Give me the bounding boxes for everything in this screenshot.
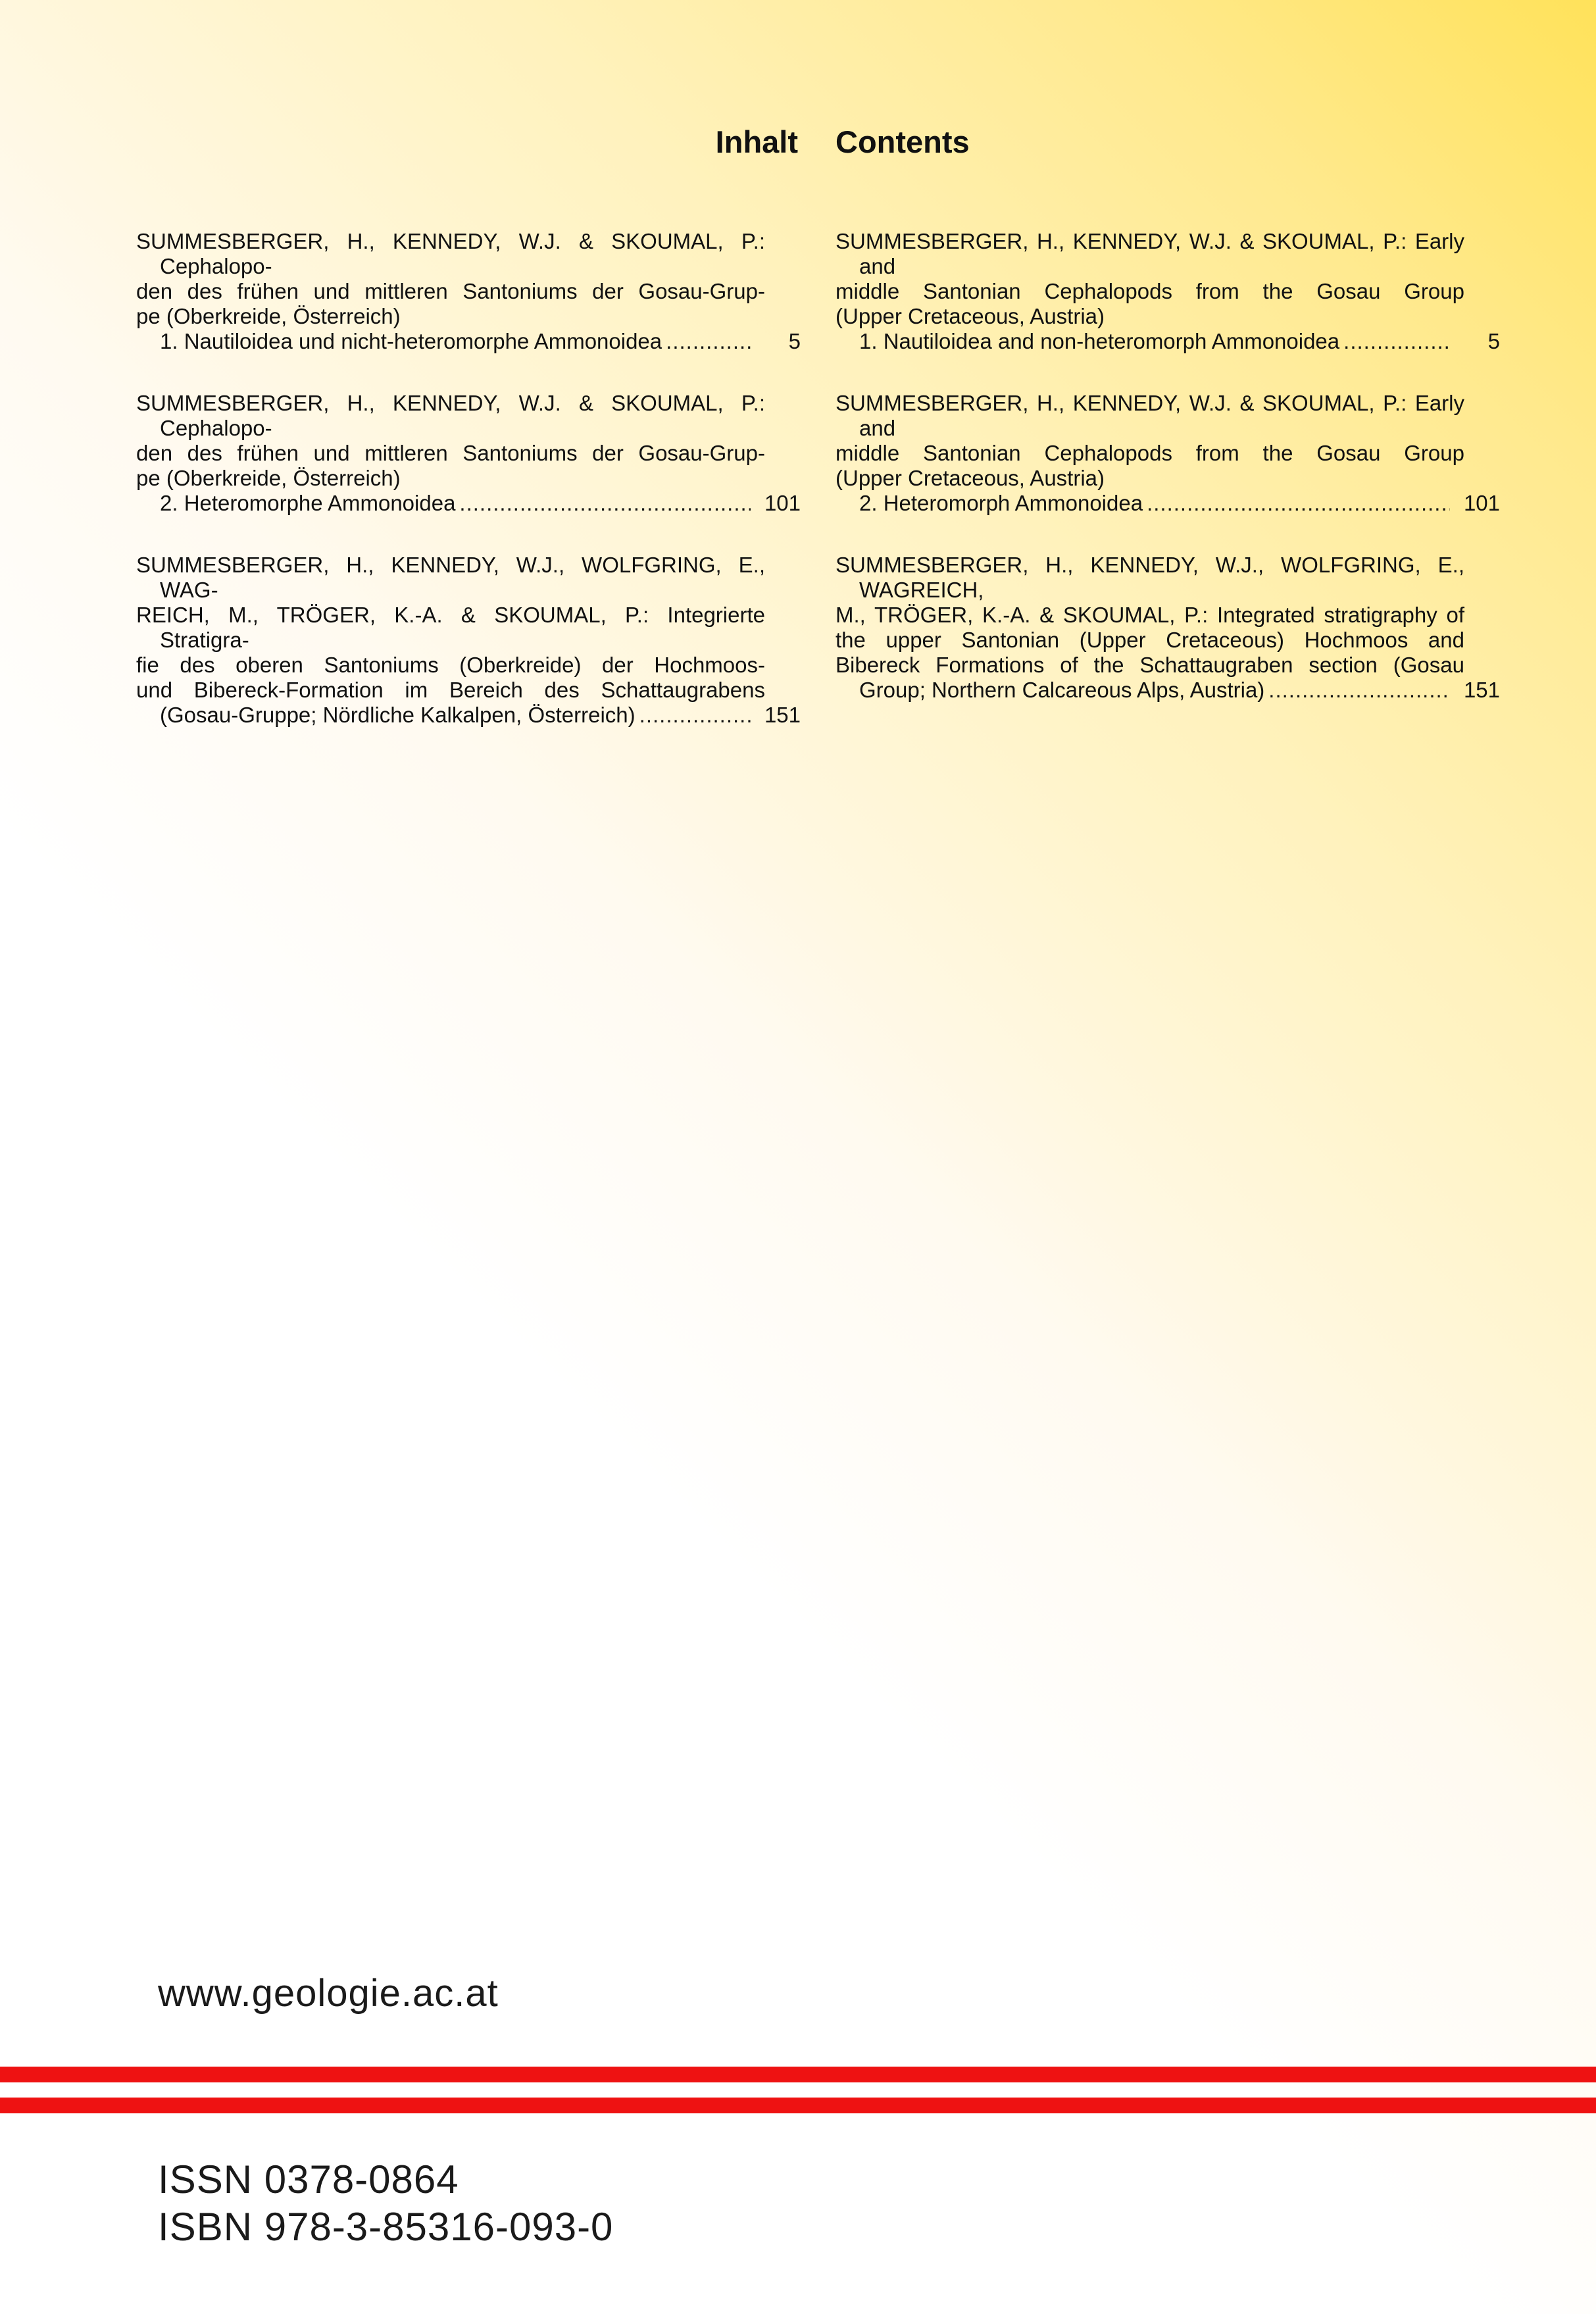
- toc-entry-line: und Bibereck-Formation im Bereich des Schattaugrabens: [136, 678, 765, 702]
- toc-entry-line: middle Santonian Cephalopods from the Gosau Group: [835, 279, 1464, 303]
- toc-entry-final-row[interactable]: [835, 491, 1500, 516]
- red-stripe-bottom: [0, 2098, 1596, 2113]
- toc-entry-final-row[interactable]: [136, 491, 801, 516]
- toc-entry-line: SUMMESBERGER, H., KENNEDY, W.J. & SKOUMAL, P.: Cephalopo-: [136, 391, 765, 440]
- toc-entry-line: the upper Santonian (Upper Cretaceous) Hochmoos and: [835, 628, 1464, 652]
- toc-entry-line: SUMMESBERGER, H., KENNEDY, W.J. & SKOUMAL, P.: Cephalopo-: [136, 229, 765, 278]
- website-link[interactable]: www.geologie.ac.at: [158, 1972, 499, 2015]
- toc-entry: [136, 391, 801, 516]
- red-stripe-top: [0, 2067, 1596, 2082]
- toc-entry-line: REICH, M., TRÖGER, K.-A. & SKOUMAL, P.: Integrierte Stratigra-: [136, 603, 765, 652]
- dot-leader: [666, 329, 751, 354]
- dot-leader: [1268, 678, 1450, 703]
- page-number: 151: [764, 703, 801, 727]
- toc-entry-line: pe (Oberkreide, Österreich): [136, 304, 401, 328]
- toc-entry-title: Group; Northern Calcareous Alps, Austria): [859, 678, 1265, 702]
- page-number: 101: [764, 491, 801, 515]
- toc-entry-line: SUMMESBERGER, H., KENNEDY, W.J. & SKOUMAL, P.: Early and: [835, 391, 1464, 440]
- toc-entry-title: 2. Heteromorph Ammonoidea: [859, 491, 1143, 515]
- toc-entry: [835, 553, 1500, 703]
- toc-entry-title: 1. Nautiloidea und nicht-heteromorphe Ammonoidea: [160, 329, 662, 353]
- isbn-number: ISBN 978-3-85316-093-0: [158, 2205, 614, 2249]
- toc-entry-line: (Upper Cretaceous, Austria): [835, 304, 1105, 328]
- page-number: 5: [788, 329, 801, 353]
- toc-entry-final-row[interactable]: [136, 703, 801, 728]
- title-inhalt: Inhalt: [715, 124, 798, 159]
- dot-leader: [639, 703, 751, 728]
- dot-leader: [1147, 491, 1450, 516]
- toc-entry-line: SUMMESBERGER, H., KENNEDY, W.J., WOLFGRING, E., WAGREICH,: [835, 553, 1464, 602]
- toc-entry: [835, 391, 1500, 516]
- toc-entry-line: den des frühen und mittleren Santoniums der Gosau-Grup-: [136, 279, 765, 303]
- toc-entry-line: fie des oberen Santoniums (Oberkreide) der Hochmoos-: [136, 653, 765, 677]
- toc-entry-title: 1. Nautiloidea and non-heteromorph Ammonoidea: [859, 329, 1340, 353]
- contents-column-german: [136, 229, 801, 765]
- contents-column-english: [835, 229, 1500, 740]
- page-number: 101: [1463, 491, 1500, 515]
- toc-entry-line: den des frühen und mittleren Santoniums der Gosau-Grup-: [136, 441, 765, 465]
- toc-entry-line: M., TRÖGER, K.-A. & SKOUMAL, P.: Integrated stratigraphy of: [835, 603, 1464, 627]
- toc-entry-line: SUMMESBERGER, H., KENNEDY, W.J. & SKOUMAL, P.: Early and: [835, 229, 1464, 278]
- toc-entry: [835, 229, 1500, 354]
- toc-entry-final-row[interactable]: [835, 329, 1500, 354]
- toc-entry-line: (Upper Cretaceous, Austria): [835, 466, 1105, 490]
- page-number: 5: [1487, 329, 1500, 353]
- toc-entry-line: middle Santonian Cephalopods from the Gosau Group: [835, 441, 1464, 465]
- toc-entry-line: Bibereck Formations of the Schattaugraben section (Gosau: [835, 653, 1464, 677]
- toc-entry: [136, 229, 801, 354]
- dot-leader: [459, 491, 751, 516]
- toc-entry: [136, 553, 801, 728]
- toc-entry-title: 2. Heteromorphe Ammonoidea: [160, 491, 456, 515]
- toc-entry-final-row[interactable]: [835, 678, 1500, 703]
- toc-entry-line: SUMMESBERGER, H., KENNEDY, W.J., WOLFGRING, E., WAG-: [136, 553, 765, 602]
- issn-number: ISSN 0378-0864: [158, 2157, 459, 2201]
- dot-leader: [1343, 329, 1450, 354]
- toc-entry-line: pe (Oberkreide, Österreich): [136, 466, 401, 490]
- toc-entry-title: (Gosau-Gruppe; Nördliche Kalkalpen, Österreich): [160, 703, 636, 727]
- toc-entry-final-row[interactable]: [136, 329, 801, 354]
- title-contents: Contents: [835, 124, 970, 159]
- page-number: 151: [1463, 678, 1500, 702]
